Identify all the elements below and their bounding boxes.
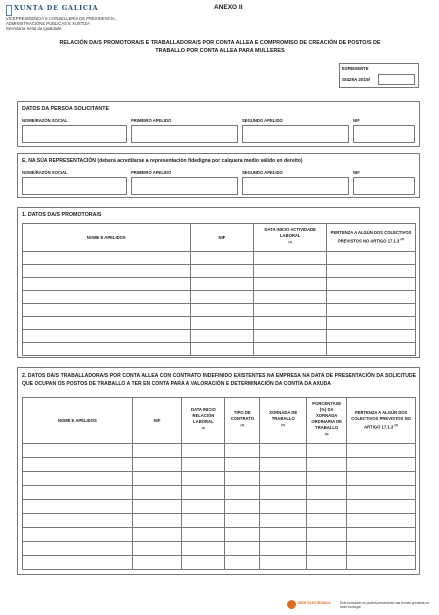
table-cell-input[interactable]	[327, 343, 416, 356]
table-cell-input[interactable]	[190, 252, 254, 265]
table-cell-input[interactable]	[182, 486, 225, 500]
table-cell-input[interactable]	[347, 458, 416, 472]
promoters-title: 1. DATOS DA/S PROMOTORA/S	[22, 212, 102, 218]
table-cell-input[interactable]	[190, 343, 254, 356]
table-row	[23, 278, 416, 291]
anexo-label: ANEXO II	[214, 4, 243, 11]
table-cell-input[interactable]	[307, 556, 347, 570]
col-header: TIPO DE CONTRATO $^{(4)}$	[225, 398, 260, 444]
rep-nif-label: NIF	[353, 170, 360, 175]
table-cell-input[interactable]	[23, 304, 191, 317]
table-row	[23, 252, 416, 265]
table-cell-input[interactable]	[182, 514, 225, 528]
table-cell-input[interactable]	[260, 514, 307, 528]
applicant-name-field[interactable]	[22, 125, 127, 143]
rep-surname1-field[interactable]	[131, 177, 238, 195]
table-cell-input[interactable]	[347, 514, 416, 528]
applicant-nif-label: NIF	[353, 118, 360, 123]
table-row	[23, 542, 416, 556]
table-cell-input[interactable]	[260, 556, 307, 570]
table-cell-input[interactable]	[347, 500, 416, 514]
col-header: NIF	[132, 398, 182, 444]
table-row	[23, 343, 416, 356]
table-cell-input[interactable]	[260, 486, 307, 500]
table-cell-input[interactable]	[225, 514, 260, 528]
table-cell-input[interactable]	[23, 542, 133, 556]
table-cell-input[interactable]	[254, 317, 327, 330]
col-header: DATA INICIO RELACIÓN LABORAL $^{(3)}$	[182, 398, 225, 444]
table-cell-input[interactable]	[132, 444, 182, 458]
table-cell-input[interactable]	[327, 291, 416, 304]
table-cell-input[interactable]	[307, 542, 347, 556]
table-cell-input[interactable]	[225, 486, 260, 500]
table-row	[23, 317, 416, 330]
table-cell-input[interactable]	[307, 528, 347, 542]
table-cell-input[interactable]	[182, 542, 225, 556]
form-title-line: TRABALLO POR CONTA ALLEA PARA MULLERES	[155, 48, 285, 54]
applicant-nif-field[interactable]	[353, 125, 415, 143]
table-cell-input[interactable]	[23, 265, 191, 278]
applicant-surname1-label: PRIMEIRO APELIDO	[131, 118, 172, 123]
expediente-code: SI429A 2019/	[342, 77, 370, 82]
rep-nif-field[interactable]	[353, 177, 415, 195]
table-cell-input[interactable]	[23, 317, 191, 330]
table-cell-input[interactable]	[307, 500, 347, 514]
table-cell-input[interactable]	[254, 252, 327, 265]
table-cell-input[interactable]	[260, 500, 307, 514]
table-row	[23, 472, 416, 486]
table-cell-input[interactable]	[307, 472, 347, 486]
representative-title-row	[22, 158, 303, 164]
col-header: NOME E APELIDOS	[23, 224, 191, 252]
col-header: NOME E APELIDOS	[23, 398, 133, 444]
table-cell-input[interactable]	[132, 472, 182, 486]
table-cell-input[interactable]	[182, 528, 225, 542]
table-cell-input[interactable]	[347, 472, 416, 486]
table-cell-input[interactable]	[347, 556, 416, 570]
table-row	[23, 291, 416, 304]
expediente-number-field[interactable]	[378, 74, 415, 85]
org-line: VICEPRESIDENCIA E CONSELLERÍA DE PRESIDENCIA,	[6, 16, 116, 21]
table-row	[23, 514, 416, 528]
table-row	[23, 444, 416, 458]
applicant-surname2-field[interactable]	[242, 125, 349, 143]
table-row	[23, 458, 416, 472]
table-cell-input[interactable]	[260, 528, 307, 542]
table-cell-input[interactable]	[254, 265, 327, 278]
table-cell-input[interactable]	[260, 458, 307, 472]
table-cell-input[interactable]	[225, 500, 260, 514]
table-cell-input[interactable]	[182, 472, 225, 486]
table-cell-input[interactable]	[225, 542, 260, 556]
form-title-line: RELACIÓN DA/S PROMOTORA/S E TRABALLADORA/S POR CONTA ALLEA E COMPROMISO DE CREACIÓN DE POSTO/S DE	[59, 40, 381, 46]
applicant-name-label: NOME/RAZÓN SOCIAL	[22, 118, 68, 123]
table-row	[23, 304, 416, 317]
workers-table	[22, 397, 416, 570]
table-cell-input[interactable]	[307, 458, 347, 472]
table-cell-input[interactable]	[132, 528, 182, 542]
expediente-label: EXPEDIENTE	[342, 66, 369, 71]
table-cell-input[interactable]	[347, 486, 416, 500]
table-cell-input[interactable]	[132, 500, 182, 514]
table-cell-input[interactable]	[182, 500, 225, 514]
sede-electronica-logo-icon	[287, 600, 296, 609]
table-cell-input[interactable]	[190, 304, 254, 317]
table-cell-input[interactable]	[307, 514, 347, 528]
table-cell-input[interactable]	[23, 330, 191, 343]
table-cell-input[interactable]	[254, 304, 327, 317]
rep-surname2-label: SEGUNDO APELIDO	[242, 170, 283, 175]
table-cell-input[interactable]	[132, 542, 182, 556]
table-cell-input[interactable]	[190, 278, 254, 291]
table-cell-input[interactable]	[23, 444, 133, 458]
table-cell-input[interactable]	[327, 265, 416, 278]
org-line: Secretaría Xeral da Igualdade	[6, 26, 62, 31]
table-cell-input[interactable]	[260, 542, 307, 556]
representative-note: (deberá acreditarse a representación fidedigna por calquera medio válido en dereito)	[97, 158, 303, 164]
promoters-table	[22, 223, 416, 356]
xunta-logo-icon	[6, 5, 12, 16]
table-cell-input[interactable]	[347, 528, 416, 542]
table-row	[23, 556, 416, 570]
table-row	[23, 528, 416, 542]
table-cell-input[interactable]	[347, 444, 416, 458]
table-cell-input[interactable]	[132, 556, 182, 570]
applicant-surname2-label: SEGUNDO APELIDO	[242, 118, 283, 123]
rep-name-field[interactable]	[22, 177, 127, 195]
table-cell-input[interactable]	[190, 317, 254, 330]
applicant-title: DATOS DA PERSOA SOLICITANTE	[22, 106, 110, 112]
table-cell-input[interactable]	[307, 444, 347, 458]
applicant-surname1-field[interactable]	[131, 125, 238, 143]
table-cell-input[interactable]	[254, 330, 327, 343]
rep-name-label: NOME/RAZÓN SOCIAL	[22, 170, 68, 175]
table-cell-input[interactable]	[225, 556, 260, 570]
col-header: PERTENZA A ALGÚN DOS COLECTIVOS PREVISTOS NO ARTIGO 17.1.3 $^{(2)}$	[327, 224, 416, 252]
table-cell-input[interactable]	[132, 486, 182, 500]
table-cell-input[interactable]	[327, 330, 416, 343]
footer-text: Este formulario só poderá presentarse nas formas previstas na sede.xunta.gal	[340, 601, 429, 609]
table-cell-input[interactable]	[132, 458, 182, 472]
table-cell-input[interactable]	[182, 556, 225, 570]
rep-surname1-label: PRIMEIRO APELIDO	[131, 170, 172, 175]
rep-surname2-field[interactable]	[242, 177, 349, 195]
table-cell-input[interactable]	[254, 343, 327, 356]
table-cell-input[interactable]	[260, 444, 307, 458]
table-cell-input[interactable]	[327, 278, 416, 291]
table-cell-input[interactable]	[23, 343, 191, 356]
org-line: ADMINISTRACIÓNS PÚBLICAS E XUSTIZA	[6, 21, 90, 26]
table-cell-input[interactable]	[225, 458, 260, 472]
logo-text: XUNTA DE GALICIA	[14, 4, 99, 12]
table-row	[23, 500, 416, 514]
table-cell-input[interactable]	[23, 252, 191, 265]
representative-title: E, NA SÚA REPRESENTACIÓN	[22, 158, 96, 164]
table-cell-input[interactable]	[254, 278, 327, 291]
table-cell-input[interactable]	[182, 444, 225, 458]
table-cell-input[interactable]	[327, 304, 416, 317]
table-cell-input[interactable]	[23, 472, 133, 486]
col-header: DATA INICIO ACTIVIDADE LABORAL $^{(1)}$	[254, 224, 327, 252]
table-cell-input[interactable]	[23, 500, 133, 514]
table-cell-input[interactable]	[190, 330, 254, 343]
table-row	[23, 486, 416, 500]
table-cell-input[interactable]	[307, 486, 347, 500]
table-cell-input[interactable]	[347, 542, 416, 556]
workers-title: 2. DATOS DA/S TRABALLADORA/S POR CONTA ALLEA CON CONTRATO INDEFINIDO EXISTENTES NA EMPRESA NA DATA DE PRESENTACIÓN DA SOLICITUDE QUE OCUPAN OS POSTOS DE TRABALLO A TER EN CONTA PARA A VALORACIÓN E DETERMINACIÓN DA CONTÍA DA AXUDA	[22, 373, 416, 387]
table-cell-input[interactable]	[23, 278, 191, 291]
table-cell-input[interactable]	[23, 291, 191, 304]
table-row	[23, 265, 416, 278]
table-cell-input[interactable]	[254, 291, 327, 304]
col-header: XORNADA DE TRABALLO $^{(5)}$	[260, 398, 307, 444]
table-cell-input[interactable]	[225, 528, 260, 542]
table-cell-input[interactable]	[190, 291, 254, 304]
table-cell-input[interactable]	[225, 472, 260, 486]
table-cell-input[interactable]	[225, 444, 260, 458]
table-cell-input[interactable]	[23, 528, 133, 542]
table-row	[23, 330, 416, 343]
table-cell-input[interactable]	[23, 486, 133, 500]
table-cell-input[interactable]	[23, 514, 133, 528]
table-cell-input[interactable]	[190, 265, 254, 278]
col-header: NIF	[190, 224, 254, 252]
table-cell-input[interactable]	[23, 556, 133, 570]
table-cell-input[interactable]	[23, 458, 133, 472]
footer-brand: SEDE ELECTRÓNICA	[298, 601, 331, 605]
table-cell-input[interactable]	[182, 458, 225, 472]
table-cell-input[interactable]	[327, 317, 416, 330]
col-header: PERTENZA A ALGÚN DOS COLECTIVOS PREVISTOS NO ARTIGO 17.1.3 $^{(2)}$	[347, 398, 416, 444]
table-cell-input[interactable]	[327, 252, 416, 265]
table-cell-input[interactable]	[260, 472, 307, 486]
col-header: PORCENTAXE (%) DA XORNADA ORDINARIA DE TRABALLO $^{(6)}$	[307, 398, 347, 444]
table-cell-input[interactable]	[132, 514, 182, 528]
